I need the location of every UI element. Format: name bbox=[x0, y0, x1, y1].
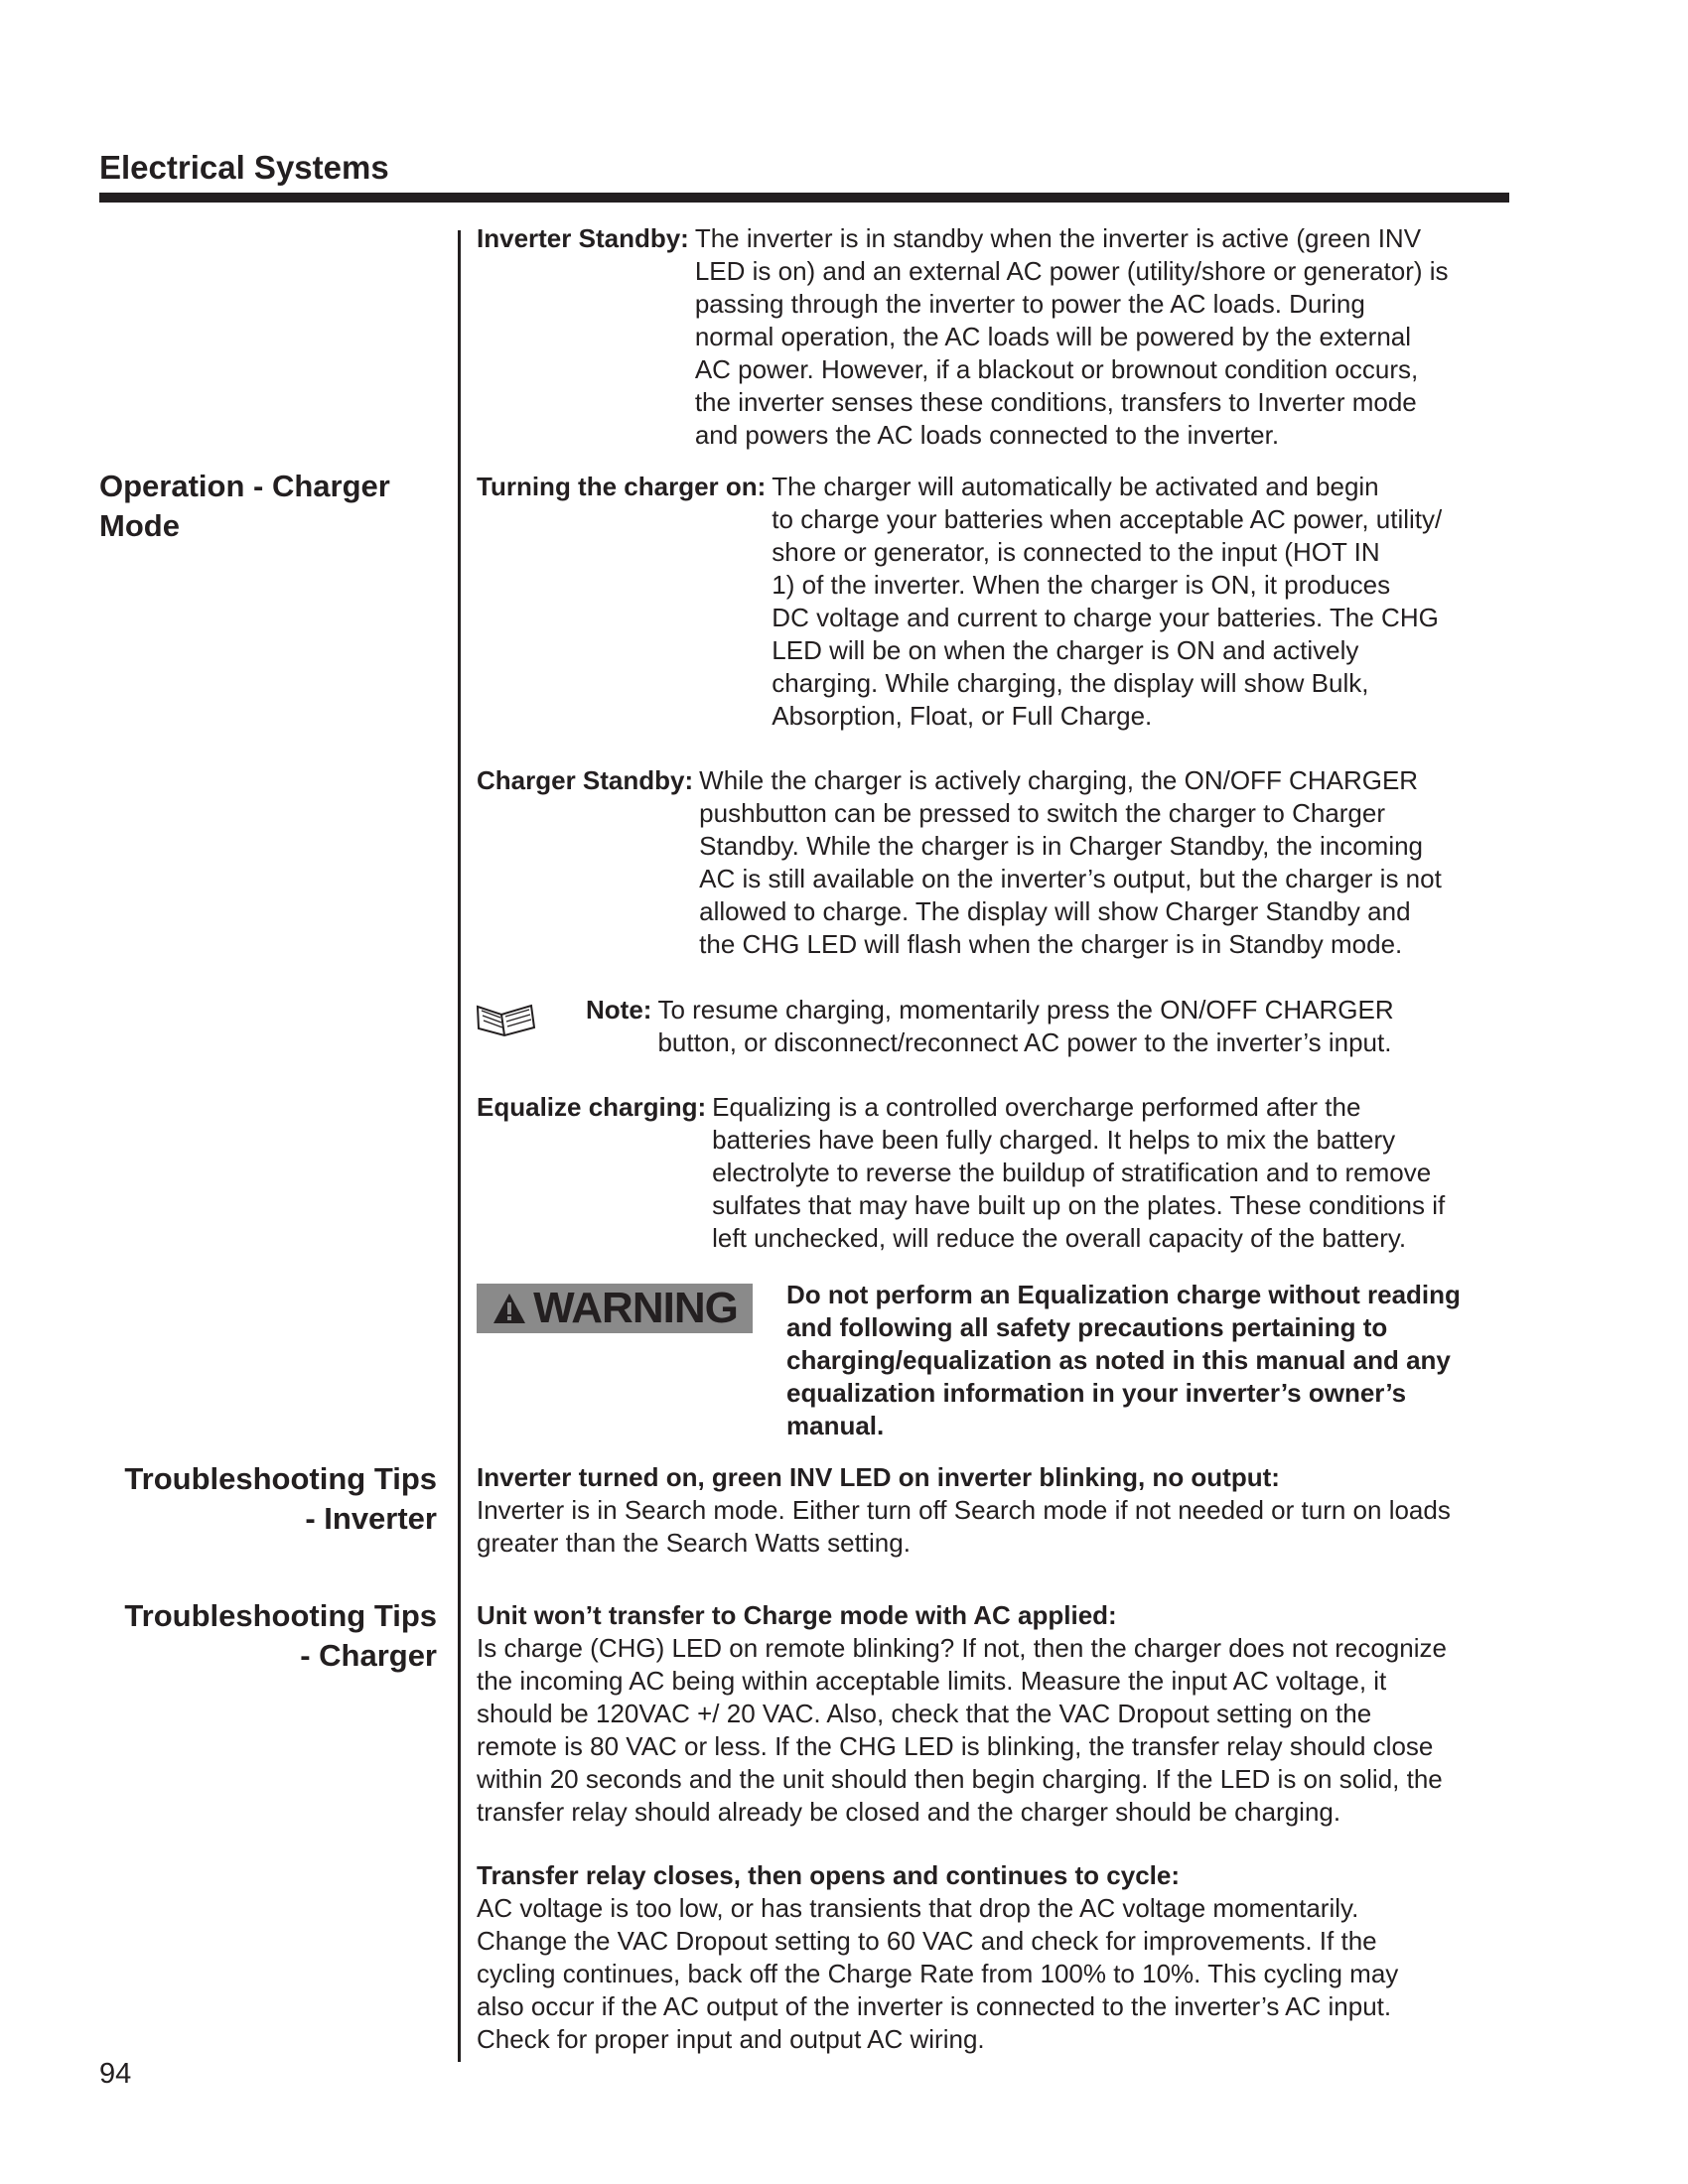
tips-inverter-answer: Inverter is in Search mode. Either turn off Search mode if not needed or turn on loads greater than the Search Watts setting. bbox=[477, 1495, 1451, 1558]
inverter-standby-text: The inverter is in standby when the inverter is active (green INV LED is on) and an external AC power (utility/shore or generator) is passing through the inverter to power the AC loads. During normal operation, the AC loads will be powered by the external AC power. However, if a blackout or brownout condition occurs, the inverter senses these conditions, transfers to Inverter mode and powers the AC loads connected to the inverter. bbox=[694, 223, 1449, 450]
tips-charger-question-2: Transfer relay closes, then opens and continues to cycle: bbox=[477, 1860, 1181, 1890]
heading-operation-charger-mode: Operation - Charger Mode bbox=[99, 469, 390, 543]
note-section bbox=[586, 994, 1479, 1059]
charger-on-term: Turning the charger on: bbox=[477, 472, 767, 501]
tips-charger-section-1 bbox=[477, 1599, 1519, 1829]
tips-inverter-section bbox=[477, 1461, 1519, 1560]
heading-troubleshooting-inverter: Troubleshooting Tips - Inverter bbox=[124, 1461, 437, 1536]
inverter-standby-section bbox=[477, 222, 1519, 452]
page-number: 94 bbox=[99, 2058, 132, 2090]
tips-charger-question-1: Unit won’t transfer to Charge mode with AC applied: bbox=[477, 1600, 1117, 1630]
book-icon bbox=[475, 1001, 536, 1038]
equalize-section bbox=[477, 1091, 1519, 1255]
column-divider bbox=[458, 230, 461, 2062]
note-term: Note: bbox=[586, 995, 652, 1024]
tips-inverter-question: Inverter turned on, green INV LED on inverter blinking, no output: bbox=[477, 1462, 1280, 1492]
inverter-standby-term: Inverter Standby: bbox=[477, 223, 689, 253]
warning-text: Do not perform an Equalization charge without reading and following all safety precautions pertaining to charging/equalization as noted in this manual and any equalization information in your inverter’s owner’s manual. bbox=[786, 1280, 1461, 1440]
warning-triangle-icon bbox=[492, 1292, 527, 1325]
note-text: To resume charging, momentarily press the ON/OFF CHARGER button, or disconnect/reconnect AC power to the inverter’s input. bbox=[657, 995, 1394, 1057]
tips-charger-answer-2: AC voltage is too low, or has transients that drop the AC voltage momentarily. Change the VAC Dropout setting to 60 VAC and check for improvements. If the cycling continues, back off the Charge Rate from 100% to 10%. This cycling may also occur if the AC output of the inverter is connected to the inverter’s AC input. Check for proper input and output AC wiring. bbox=[477, 1893, 1399, 2054]
warning-badge bbox=[477, 1284, 753, 1333]
tips-charger-section-2 bbox=[477, 1859, 1519, 2056]
page-title: Electrical Systems bbox=[99, 149, 389, 186]
charger-standby-section bbox=[477, 764, 1519, 961]
equalize-text: Equalizing is a controlled overcharge performed after the batteries have been fully charged. It helps to mix the battery electrolyte to reverse the buildup of stratification and to remove sulfates that may have built up on the plates. These conditions if left unchecked, will reduce the overall capacity of the battery. bbox=[712, 1092, 1446, 1253]
charger-on-text: The charger will automatically be activated and begin to charge your batteries when acceptable AC power, utility/ shore or generator, is connected to the input (HOT IN 1) of the inverter. When the charger is ON, it produces DC voltage and current to charge your batteries. The CHG LED will be on when the charger is ON and actively charging. While charging, the display will show Bulk, Absorption, Float, or Full Charge. bbox=[772, 472, 1443, 731]
warning-badge-label: WARNING bbox=[533, 1284, 738, 1332]
heading-troubleshooting-charger: Troubleshooting Tips - Charger bbox=[124, 1598, 437, 1673]
charger-standby-term: Charger Standby: bbox=[477, 765, 694, 795]
title-rule bbox=[99, 193, 1509, 203]
charger-standby-text: While the charger is actively charging, the ON/OFF CHARGER pushbutton can be pressed to switch the charger to Charger Standby. While the charger is in Charger Standby, the incoming AC is still available on the inverter’s output, but the charger is not allowed to charge. The display will show Charger Standby and the CHG LED will flash when the charger is in Standby mode. bbox=[699, 765, 1442, 959]
tips-charger-answer-1: Is charge (CHG) LED on remote blinking? If not, then the charger does not recognize the incoming AC being within acceptable limits. Measure the input AC voltage, it should be 120VAC +/ 20 VAC. Also, check that the VAC Dropout setting on the remote is 80 VAC or less. If the CHG LED is blinking, the transfer relay should close within 20 seconds and the unit should then begin charging. If the LED is on solid, the transfer relay should already be closed and the charger should be charging. bbox=[477, 1633, 1447, 1827]
charger-on-section bbox=[477, 471, 1519, 733]
equalize-term: Equalize charging: bbox=[477, 1092, 707, 1122]
